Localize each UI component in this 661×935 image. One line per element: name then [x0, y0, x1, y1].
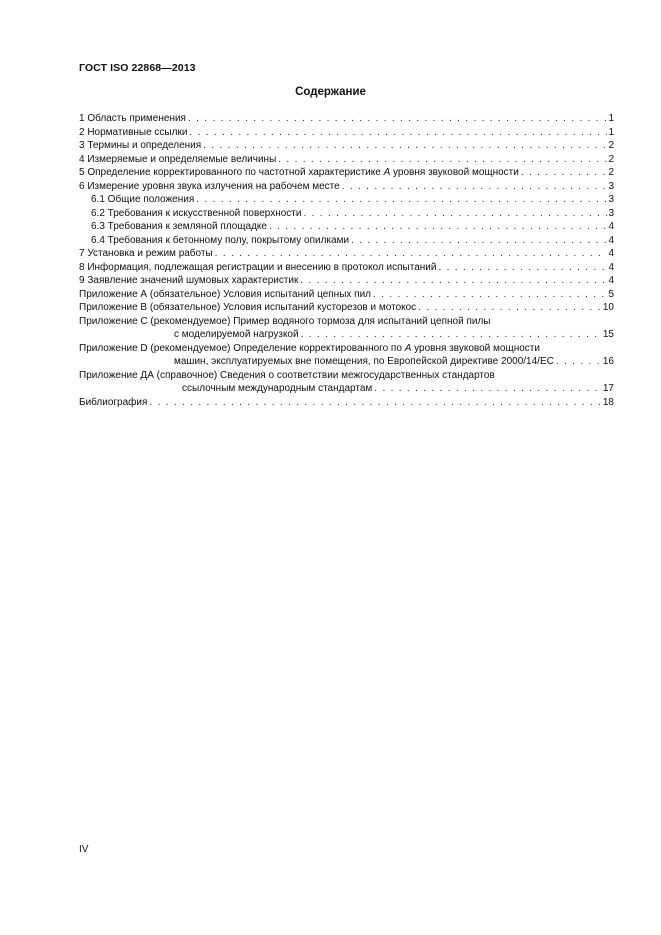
toc-annex-d[interactable] — [79, 342, 614, 369]
italic-symbol: A — [383, 167, 391, 178]
leader-dots — [438, 261, 607, 275]
toc-item-6-4[interactable] — [79, 234, 614, 248]
leader-dots — [300, 274, 607, 288]
toc-item-label: 3 Термины и определения — [79, 140, 202, 151]
page-number: IV — [79, 844, 89, 855]
toc-item-page: 4 — [608, 275, 614, 286]
leader-dots — [196, 193, 607, 207]
toc-item-label-line1: Приложение С (рекомендуемое) Пример водяного тормоза для испытаний цепной пилы — [79, 315, 491, 327]
leader-dots — [278, 153, 607, 167]
toc-item-6-1[interactable] — [79, 193, 614, 207]
leader-dots — [149, 396, 601, 410]
toc-item-label-line1: Приложение D (рекомендуемое) Определение корректированного по А уровня звуковой мощности — [79, 342, 540, 354]
leader-dots — [351, 234, 607, 248]
toc-annex-c[interactable] — [79, 315, 614, 342]
leader-dots — [215, 247, 607, 261]
leader-dots — [374, 382, 602, 396]
toc-item-label: 6.3 Требования к земляной площадке — [91, 221, 267, 232]
toc-item-page: 3 — [608, 180, 614, 192]
toc-item-page: 4 — [608, 221, 614, 232]
toc-item-page: 4 — [608, 261, 614, 273]
toc-item-label: 1 Область применения — [79, 113, 186, 124]
toc-item-label: Приложение В (обязательное) Условия испытаний кусторезов и мотокос — [79, 302, 417, 313]
leader-dots — [303, 207, 607, 221]
toc-item-label-line2: машин, эксплуатируемых вне помещения, по Европейской директиве 2000/14/ЕС — [174, 356, 554, 367]
toc-bibliography[interactable] — [79, 396, 614, 410]
toc-item-2[interactable] — [79, 126, 614, 140]
toc-item-label: 6 Измерение уровня звука излучения на рабочем месте — [79, 180, 340, 192]
toc-item-label: 6.4 Требования к бетонному полу, покрытому опилками — [91, 234, 350, 246]
toc-item-page: 17 — [602, 383, 614, 394]
leader-dots — [418, 301, 602, 315]
toc-title: Содержание — [295, 86, 366, 98]
toc-item-label: 4 Измеряемые и определяемые величины — [79, 153, 277, 165]
toc-item-page: 1 — [608, 126, 614, 138]
toc-annex-a[interactable] — [79, 288, 614, 302]
toc-item-page: 10 — [602, 302, 614, 313]
toc-annex-b[interactable] — [79, 301, 614, 315]
toc-item-label-line1: Приложение ДА (справочное) Сведения о соответствии межгосударственных стандартов — [79, 369, 495, 381]
toc-item-page: 2 — [608, 167, 614, 178]
toc-item-page: 1 — [608, 113, 614, 124]
toc-item-6-2[interactable] — [79, 207, 614, 221]
toc-item-label: 7 Установка и режим работы — [79, 248, 213, 259]
leader-dots — [342, 180, 607, 194]
toc-item-9[interactable] — [79, 274, 614, 288]
toc-item-6-3[interactable] — [79, 220, 614, 234]
toc-item-8[interactable] — [79, 261, 614, 275]
document-code: ГОСТ ISO 22868—2013 — [79, 62, 196, 74]
leader-dots — [269, 220, 607, 234]
toc-item-label: 6.2 Требования к искусственной поверхности — [91, 207, 302, 219]
leader-dots — [301, 328, 602, 342]
toc-item-label: 9 Заявление значений шумовых характеристик — [79, 275, 299, 286]
toc-item-label: 6.1 Общие положения — [91, 194, 195, 205]
toc-item-4[interactable] — [79, 153, 614, 167]
toc-item-page: 4 — [608, 248, 614, 259]
toc-item-label: 8 Информация, подлежащая регистрации и внесению в протокол испытаний — [79, 261, 437, 273]
toc-item-page: 15 — [602, 329, 614, 340]
toc-item-label: Библиография — [79, 396, 148, 408]
toc-item-page: 5 — [608, 288, 614, 300]
leader-dots — [203, 139, 607, 153]
toc-item-7[interactable] — [79, 247, 614, 261]
table-of-contents — [79, 112, 614, 409]
toc-item-label-line2: ссылочным международным стандартам — [182, 383, 373, 394]
leader-dots — [373, 288, 607, 302]
toc-item-page: 4 — [608, 234, 614, 246]
italic-symbol: А — [404, 342, 412, 354]
toc-item-5[interactable] — [79, 166, 614, 180]
toc-item-3[interactable] — [79, 139, 614, 153]
leader-dots — [521, 166, 607, 180]
toc-annex-da[interactable] — [79, 369, 614, 396]
toc-item-page: 2 — [608, 153, 614, 165]
leader-dots — [188, 112, 607, 126]
toc-item-label-line2: с моделируемой нагрузкой — [174, 329, 299, 340]
toc-item-page: 2 — [608, 140, 614, 151]
toc-item-1[interactable] — [79, 112, 614, 126]
toc-item-label: Приложение А (обязательное) Условия испытаний цепных пил — [79, 288, 372, 300]
toc-item-label: 2 Нормативные ссылки — [79, 126, 188, 138]
toc-item-6[interactable] — [79, 180, 614, 194]
toc-item-page: 3 — [608, 207, 614, 219]
toc-item-label: 5 Определение корректированного по частотной характеристике A уровня звуковой мощности — [79, 167, 519, 178]
leader-dots — [556, 355, 602, 369]
toc-item-page: 18 — [602, 396, 614, 408]
leader-dots — [189, 126, 607, 140]
toc-item-page: 16 — [602, 356, 614, 367]
toc-item-page: 3 — [608, 194, 614, 205]
